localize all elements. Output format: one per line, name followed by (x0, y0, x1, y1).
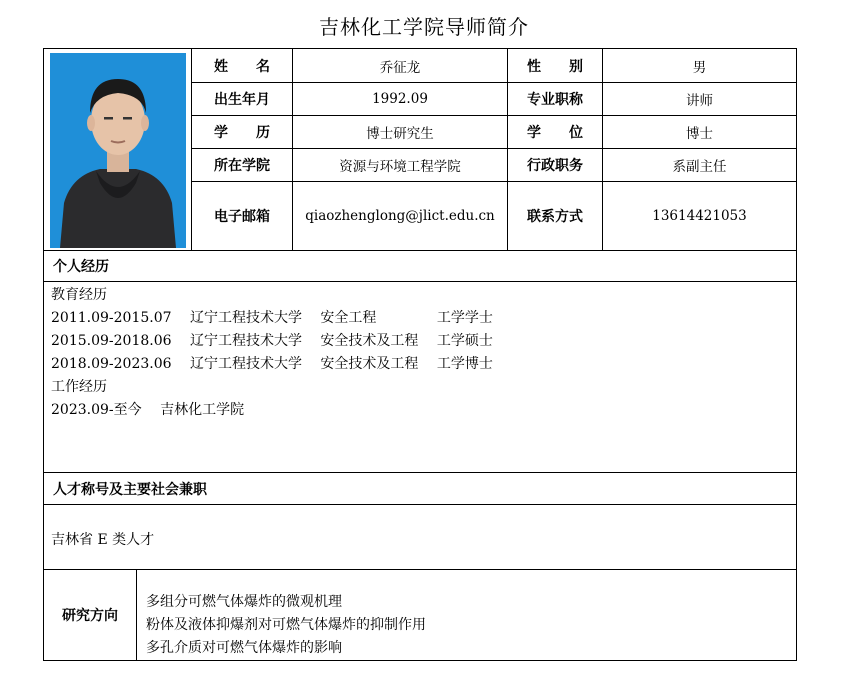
portrait-photo (50, 53, 186, 248)
work-entry: 2023.09-至今 吉林化工学院 (51, 402, 245, 418)
honors-heading: 人才称号及主要社会兼职 (44, 473, 796, 505)
education-entry: 2011.09-2015.07 辽宁工程技术大学 安全工程 工学学士 (51, 310, 493, 326)
title-label: 专业职称 (508, 83, 603, 116)
education-value: 博士研究生 (293, 116, 508, 149)
profile-table (43, 48, 797, 661)
research-heading: 研究方向 (44, 570, 137, 660)
education-label: 学 历 (192, 116, 293, 149)
name-value: 乔征龙 (293, 49, 508, 83)
admin-value: 系副主任 (603, 149, 796, 182)
admin-label: 行政职务 (508, 149, 603, 182)
experience-body (44, 282, 796, 473)
research-item: 多组分可燃气体爆炸的微观机理 (146, 594, 342, 610)
photo-cell (44, 49, 192, 251)
title-value: 讲师 (603, 83, 796, 116)
degree-label: 学 位 (508, 116, 603, 149)
email-label: 电子邮箱 (192, 182, 293, 251)
portrait-icon (50, 53, 186, 248)
gender-value: 男 (603, 49, 796, 83)
page-title: 吉林化工学院导师简介 (319, 15, 529, 39)
work-history-heading: 工作经历 (51, 379, 107, 395)
college-label: 所在学院 (192, 149, 293, 182)
phone-value: 13614421053 (603, 182, 796, 251)
research-body (137, 570, 796, 660)
research-item: 多孔介质对可燃气体爆炸的影响 (146, 640, 342, 656)
birth-value: 1992.09 (293, 83, 508, 116)
education-history-heading: 教育经历 (51, 287, 107, 303)
gender-label: 性 别 (508, 49, 603, 83)
email-value[interactable]: qiaozhenglong@jlict.edu.cn (293, 182, 508, 251)
education-entry: 2015.09-2018.06 辽宁工程技术大学 安全技术及工程 工学硕士 (51, 333, 493, 349)
phone-label: 联系方式 (508, 182, 603, 251)
college-value: 资源与环境工程学院 (293, 149, 508, 182)
birth-label: 出生年月 (192, 83, 293, 116)
honor-item: 吉林省 E 类人才 (51, 532, 155, 548)
name-label: 姓 名 (192, 49, 293, 83)
degree-value: 博士 (603, 116, 796, 149)
experience-heading: 个人经历 (44, 251, 796, 282)
honors-body (44, 505, 796, 570)
education-entry: 2018.09-2023.06 辽宁工程技术大学 安全技术及工程 工学博士 (51, 356, 493, 372)
research-item: 粉体及液体抑爆剂对可燃气体爆炸的抑制作用 (146, 617, 426, 633)
